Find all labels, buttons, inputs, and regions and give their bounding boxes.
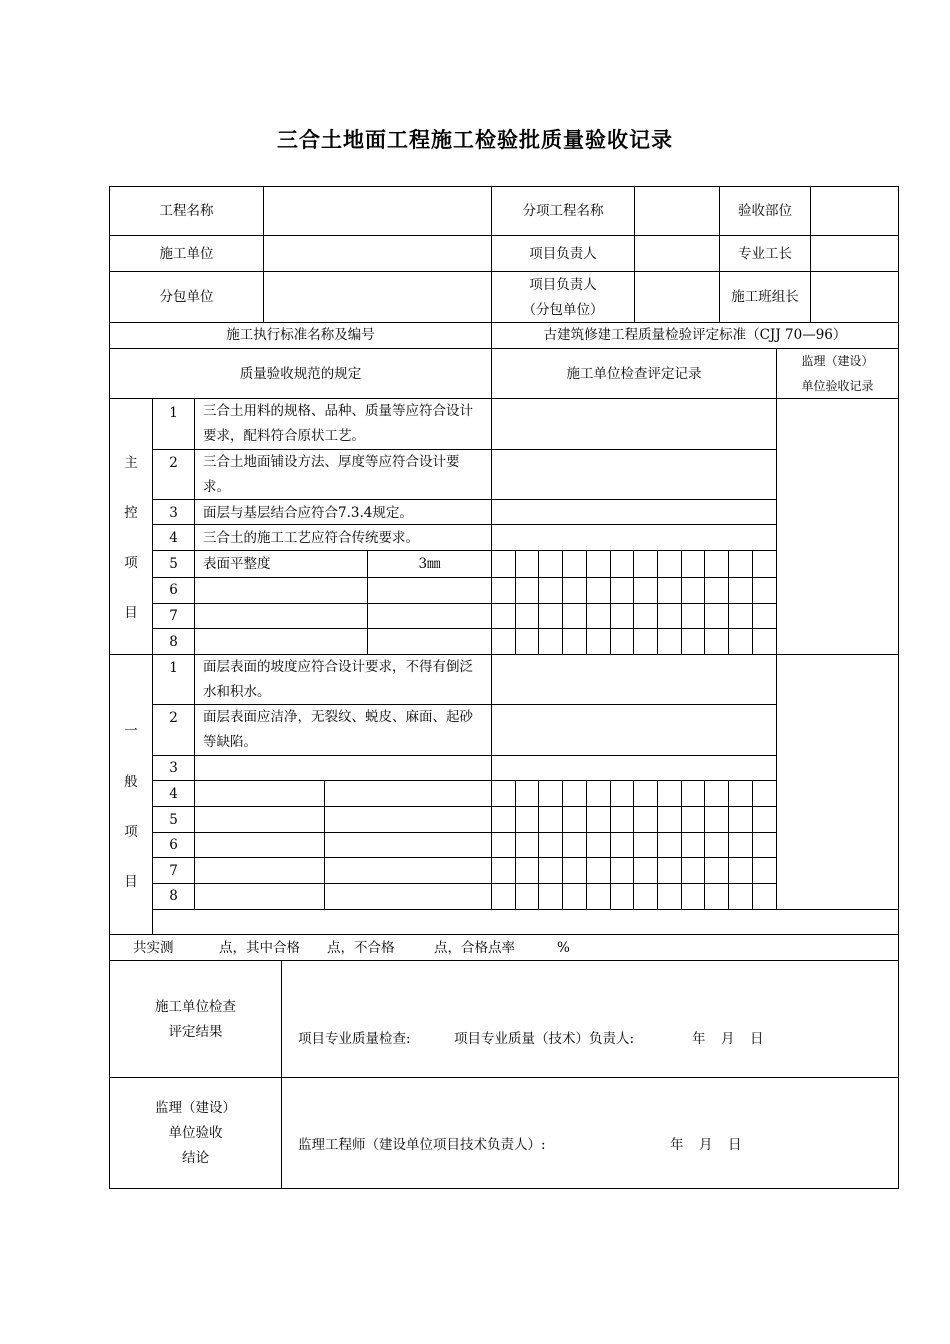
border-line — [810, 186, 811, 322]
supervision-label-2: 单位验收 — [168, 1125, 223, 1141]
grid-line — [704, 780, 705, 909]
border-line — [109, 322, 899, 323]
date-month: 月 — [699, 1137, 713, 1153]
record-column-header: 施工单位检查评定记录 — [566, 366, 702, 382]
supervisor-column-header-2: 单位验收记录 — [801, 379, 874, 393]
sub-project-label: 分项工程名称 — [522, 203, 604, 219]
grid-line — [610, 780, 611, 909]
grid-line — [562, 550, 563, 654]
grid-line — [728, 780, 729, 909]
row-line — [152, 806, 776, 807]
border-line — [109, 934, 899, 935]
item-text: 三合土的施工工艺应符合传统要求。 — [203, 530, 419, 546]
border-line — [152, 909, 899, 910]
grid-line — [538, 780, 539, 909]
border-line — [109, 235, 899, 236]
grid-line — [657, 780, 658, 909]
main-control-group-label: 控 — [124, 505, 138, 521]
row-line — [152, 780, 776, 781]
general-group-label: 般 — [124, 774, 138, 790]
border-line — [634, 186, 635, 322]
inspection-part-label: 验收部位 — [738, 203, 792, 219]
project-leader-label: 项目负责人 — [529, 246, 597, 262]
grid-line — [586, 550, 587, 654]
supervision-label-3: 结论 — [182, 1150, 209, 1166]
row-line — [152, 857, 776, 858]
summary-fail: 点，不合格 — [327, 940, 395, 956]
foreman-label: 专业工长 — [738, 246, 792, 262]
date-day: 日 — [750, 1031, 764, 1047]
grid-line — [562, 780, 563, 909]
border-line — [109, 271, 899, 272]
row-line — [152, 628, 776, 629]
grid-line — [633, 550, 634, 654]
item-number: 6 — [169, 837, 178, 853]
item-number: 4 — [169, 786, 178, 802]
border-line — [776, 348, 777, 909]
grid-line — [752, 550, 753, 654]
tolerance-value: 3㎜ — [418, 556, 441, 572]
item-text: 三合土地面铺设方法、厚度等应符合设计要求。 — [203, 454, 460, 495]
general-group-label: 一 — [124, 723, 138, 739]
grid-line — [633, 780, 634, 909]
page-title: 三合土地面工程施工检验批质量验收记录 — [277, 127, 673, 152]
border-line — [109, 960, 899, 961]
row-line — [152, 883, 776, 884]
summary-percent: % — [557, 940, 570, 956]
date-month: 月 — [721, 1031, 735, 1047]
item-number: 5 — [169, 812, 178, 828]
grid-line — [657, 550, 658, 654]
main-control-group-label: 主 — [124, 455, 138, 471]
item-text: 面层表面应洁净，无裂纹、蜕皮、麻面、起砂等缺陷。 — [203, 709, 473, 750]
item-number: 1 — [169, 660, 178, 676]
item-number: 6 — [169, 582, 178, 598]
row-line — [152, 603, 776, 604]
item-text: 表面平整度 — [203, 556, 271, 572]
row-line — [152, 524, 776, 525]
item-number: 2 — [169, 455, 178, 471]
summary-total: 共实测 — [133, 940, 174, 956]
grid-line — [538, 550, 539, 654]
border-line — [281, 960, 282, 1189]
item-text: 面层与基层结合应符合7.3.4规定。 — [203, 505, 413, 521]
team-leader-label: 施工班组长 — [731, 289, 799, 305]
item-number: 7 — [169, 863, 178, 879]
item-number: 8 — [169, 888, 178, 904]
grid-line — [681, 550, 682, 654]
row-line — [152, 550, 776, 551]
summary-rate: 点，合格点率 — [434, 940, 515, 956]
border-line — [109, 1188, 899, 1189]
border-line — [109, 186, 899, 187]
item-text: 三合土用料的规格、品种、质量等应符合设计要求，配料符合原状工艺。 — [203, 403, 473, 444]
subcontract-unit-label: 分包单位 — [159, 289, 214, 305]
supervision-label: 监理（建设） — [155, 1100, 236, 1116]
quality-inspector-label: 项目专业质量检查: — [298, 1031, 411, 1047]
border-line — [109, 1077, 899, 1078]
item-number: 3 — [169, 505, 178, 521]
date-day: 日 — [728, 1137, 742, 1153]
border-line — [324, 780, 325, 909]
construction-check-label-2: 评定结果 — [168, 1024, 223, 1040]
construction-check-label: 施工单位检查 — [155, 999, 236, 1015]
item-number: 4 — [169, 530, 178, 546]
supervising-engineer-label: 监理工程师（建设单位项目技术负责人）: — [298, 1137, 546, 1153]
item-number: 7 — [169, 608, 178, 624]
date-year: 年 — [670, 1137, 684, 1153]
grid-line — [586, 780, 587, 909]
row-line — [152, 577, 776, 578]
standard-value: 古建筑修建工程质量检验评定标准（CJJ 70—96） — [543, 327, 847, 343]
item-number: 2 — [169, 710, 178, 726]
border-line — [263, 186, 264, 322]
general-group-label: 目 — [124, 874, 138, 890]
grid-line — [610, 550, 611, 654]
construction-unit-label: 施工单位 — [159, 246, 214, 262]
grid-line — [704, 550, 705, 654]
grid-line — [515, 550, 516, 654]
supervisor-column-header: 监理（建设） — [801, 354, 874, 368]
border-line — [109, 348, 899, 349]
item-number: 1 — [169, 405, 178, 421]
item-number: 3 — [169, 760, 178, 776]
row-line — [152, 755, 776, 756]
item-number: 8 — [169, 634, 178, 650]
quality-leader-label: 项目专业质量（技术）负责人: — [454, 1031, 635, 1047]
main-control-group-label: 项 — [124, 555, 138, 571]
general-group-label: 项 — [124, 824, 138, 840]
sub-leader-label-unit: （分包单位） — [522, 302, 604, 318]
sub-leader-label: 项目负责人 — [529, 277, 597, 293]
border-line — [898, 186, 899, 1189]
item-number: 5 — [169, 556, 178, 572]
project-name-label: 工程名称 — [159, 203, 214, 219]
grid-line — [681, 780, 682, 909]
standard-label: 施工执行标准名称及编号 — [226, 327, 375, 343]
item-text: 面层表面的坡度应符合设计要求，不得有倒泛水和积水。 — [203, 659, 473, 700]
grid-line — [728, 550, 729, 654]
grid-line — [515, 780, 516, 909]
row-line — [152, 832, 776, 833]
main-control-group-label: 目 — [124, 605, 138, 621]
spec-column-header: 质量验收规范的规定 — [239, 366, 362, 382]
date-year: 年 — [692, 1031, 706, 1047]
grid-line — [752, 780, 753, 909]
summary-pass: 点，其中合格 — [219, 940, 300, 956]
